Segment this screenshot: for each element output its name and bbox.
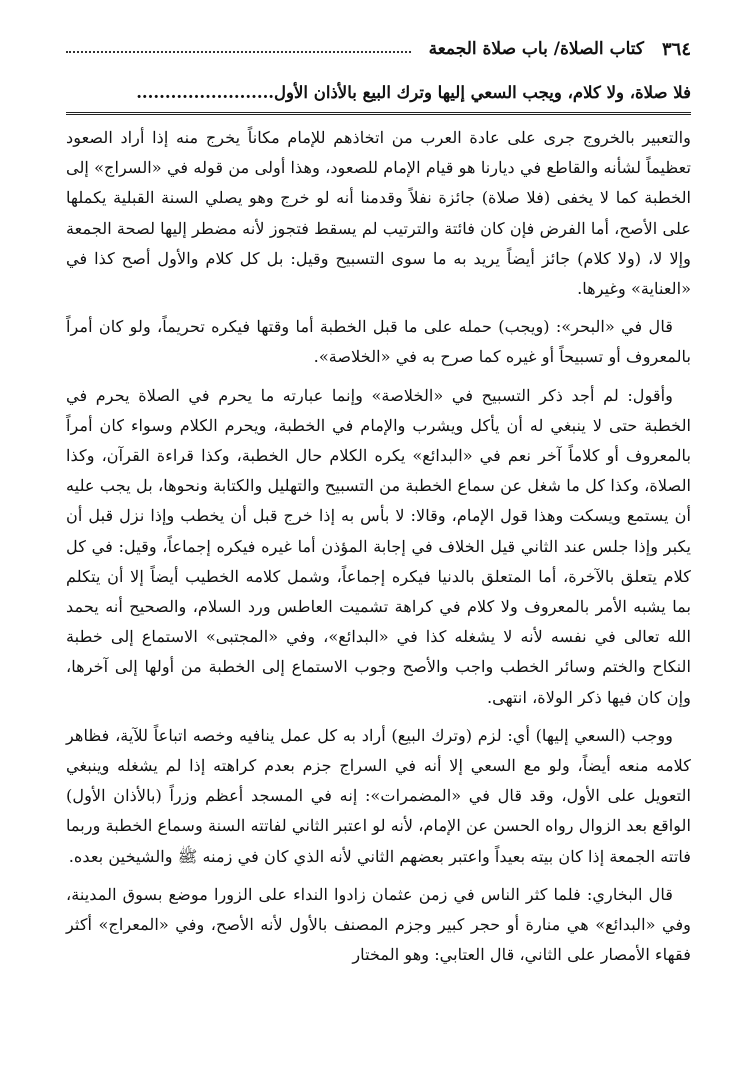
matn-text: فلا صلاة، ولا كلام، ويجب السعي إليها وترك البيع بالأذان الأول........................: [136, 83, 691, 102]
commentary-paragraph: ووجب (السعي إليها) أي: لزم (وترك البيع) أراد به كل عمل ينافيه وخصه اتباعاً للآية، فظاهر كلامه منعه أيضاً، ولو مع السعي إلا أنه في السراج جزم بعدم كراهته إذا لم يشغله وينبغي التعويل على الأول، وقد قال في «المضمرات»: إنه في المسجد أعظم وزراً (بالأذان الأول) الواقع بعد الزوال رواه الحسن عن الإمام، لأنه لو اعتبر الثاني لفاتته السنة وسماع الخطبة وربما فاتته الجمعة إذا كان بيته بعيداً واعتبر بعضهم الثاني لأنه الذي كان في زمنه ﷺ والشيخين بعده.: [66, 725, 691, 866]
commentary-paragraph: والتعبير بالخروج جرى على عادة العرب من اتخاذهم للإمام مكاناً يخرج منه إذا أراد الصعود تعظيماً لشأنه والقاطع في ديارنا هو قيام الإمام للصعود، وهذا أولى من قوله في «السراج» إلى الخطبة كما لا يخفى (فلا صلاة) جائزة نفلاً وقدمنا أنه لو خرج وهو يصلي السنة القبلية يكملها على الأصح، أما الفرض فإن كان فائتة والترتيب لم يسقط فتجوز لأنه مضطر إليها لصحة الجمعة وإلا لا، (ولا كلام) جائز أيضاً يريد به ما سوى التسبيح وقيل: بل كل كلام والأول أصح كذا في «العناية» وغيرها.: [66, 128, 691, 299]
matn-divider-rule: [66, 112, 691, 115]
commentary-paragraph: قال في «البحر»: (ويجب) حمله على ما قبل الخطبة أما وقتها فيكره تحريماً، ولو كان أمراً بالمعروف أو تسبيحاً أو غيره كما صرح به في «الخلاصة».: [66, 317, 691, 367]
header-dotted-leader: [66, 51, 411, 53]
running-title: كتاب الصلاة/ باب صلاة الجمعة: [428, 39, 644, 59]
commentary-paragraph: قال البخاري: فلما كثر الناس في زمن عثمان زادوا النداء على الزورا موضع بسوق المدينة، وفي «البدائع» هي منارة أو حجر كبير وجزم المصنف بالأول لأنه الأصح، وفي «المعراج» أكثر فقهاء الأمصار على الثاني، قال العتابي: وهو المختار: [66, 884, 691, 965]
page-number: ٣٦٤: [661, 38, 691, 60]
running-head: [66, 36, 691, 62]
commentary-paragraph: وأقول: لم أجد ذكر التسبيح في «الخلاصة» وإنما عبارته ما يحرم في الصلاة يحرم في الخطبة حتى لا ينبغي له أن يأكل ويشرب والإمام في الخطبة، ويحرم الكلام وسواء كان أمراً بالمعروف أو كلاماً آخر نعم في «البدائع» يكره الكلام حال الخطبة، وكذا قراءة القرآن، وكذا الصلاة، وكذا كل ما شغل عن سماع الخطبة من التسبيح والتهليل والكتابة ونحوها، بل يجب عليه أن يستمع ويسكت وهذا قول الإمام، وقالا: لا بأس به إذا خرج قبل أن يخطب وإذا نزل قبل أن يكبر وإذا جلس عند الثاني قيل الخلاف في إجابة المؤذن أما غيره فيكره إجماعاً، وقيل: في كل كلام يتعلق بالآخرة، أما المتعلق بالدنيا فيكره إجماعاً، وشمل كلامه الخطيب أيضاً إلا أن يتكلم بما يشبه الأمر بالمعروف ولا كلام في كراهة تشميت العاطس ورد السلام، والصحيح أنه يحمد الله تعالى في نفسه لأنه لا يشغله كذا في «البدائع»، وفي «المجتبى» الاستماع إلى خطبة النكاح والختم وسائر الخطب واجب والأصح وجوب الاستماع إلى الخطبة من أولها إلى آخرها، وإن كان فيها ذكر الولاة، انتهى.: [66, 385, 691, 707]
commentary-body: [66, 123, 691, 970]
